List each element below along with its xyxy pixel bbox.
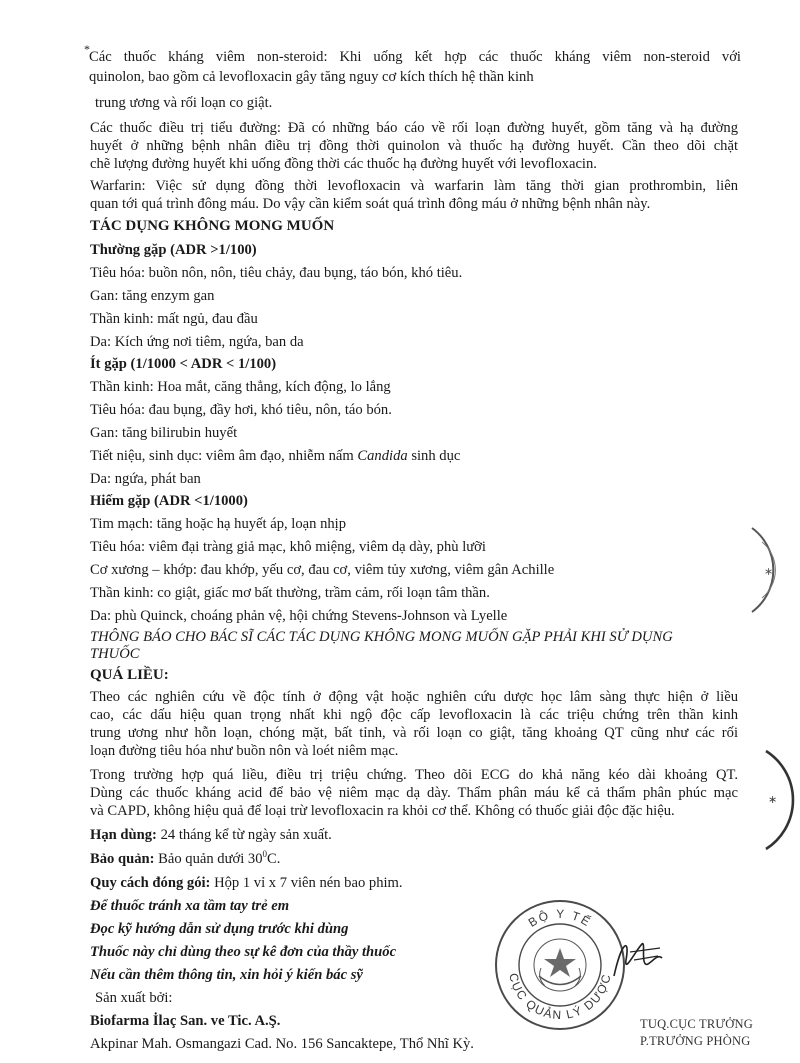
nsaid-line-1: Các thuốc kháng viêm non-steroid: Khi uống kết hợp các thuốc kháng viêm non-steroid với — [89, 49, 741, 65]
diabetes-line-3: chẽ lượng đường huyết khi uống đồng thời các thuốc hạ đường huyết với levofloxacin. — [90, 156, 597, 172]
overdose-p2-line-3: và CAPD, không hiệu quả để loại trừ levofloxacin ra khỏi cơ thể. Không có thuốc giải độc đặc hiệu. — [90, 803, 675, 819]
storage-label: Bảo quản: — [90, 851, 155, 867]
rare-heading: Hiếm gặp (ADR <1/1000) — [90, 493, 248, 509]
candida-text: Candida — [357, 448, 408, 464]
svg-text:∗: ∗ — [764, 566, 774, 578]
stamp-bottom-text: CỤC QUẢN LÝ DƯỢC — [506, 971, 614, 1023]
manufacturer-label: Sản xuất bởi: — [95, 990, 173, 1006]
adverse-effects-heading: TÁC DỤNG KHÔNG MONG MUỐN — [90, 218, 335, 234]
nsaid-line-2: quinolon, bao gồm cả levofloxacin gây tăng nguy cơ kích thích hệ thần kinh — [89, 69, 534, 85]
warfarin-line-1: Warfarin: Việc sử dụng đồng thời levofloxacin và warfarin làm tăng thời gian prothrombin, liên — [90, 178, 738, 194]
edge-seal-partial — [748, 520, 788, 620]
rare-item: Tiêu hóa: viêm đại tràng giả mạc, khô miệng, viêm dạ dày, phù lưỡi — [90, 539, 486, 555]
warning-line: Đọc kỹ hướng dẫn sử dụng trước khi dùng — [90, 921, 349, 937]
packaging-label: Quy cách đóng gói: — [90, 875, 211, 891]
shelf-life-value: 24 tháng kể từ ngày sản xuất. — [156, 827, 332, 843]
urogenital-suffix: sinh dục — [407, 448, 461, 464]
storage-unit: C. — [267, 851, 281, 867]
notice-line-1: THÔNG BÁO CHO BÁC SĨ CÁC TÁC DỤNG KHÔNG MONG MUỐN GẶP PHẢI KHI SỬ DỤNG — [90, 629, 673, 645]
uncommon-item: Gan: tăng bilirubin huyết — [90, 425, 238, 441]
storage — [90, 850, 280, 868]
shelf-life — [90, 826, 332, 844]
packaging-value: Hộp 1 vỉ x 7 viên nén bao phim. — [210, 875, 403, 891]
svg-text:∗: ∗ — [768, 794, 778, 806]
notice-line-2: THUỐC — [90, 646, 140, 662]
warfarin-line-2: quan tới quá trình đông máu. Do vậy cần kiểm soát quá trình đông máu ở những bệnh nhân này. — [90, 196, 651, 212]
common-item: Gan: tăng enzym gan — [90, 288, 215, 304]
national-emblem-icon — [534, 939, 586, 991]
uncommon-item-skin: Da: ngứa, phát ban — [90, 471, 201, 487]
manufacturer-name: Biofarma İlaç San. ve Tic. A.Ş. — [90, 1013, 281, 1029]
diabetes-line-1: Các thuốc điều trị tiểu đường: Đã có những báo cáo về rối loạn đường huyết, gồm tăng và hạ đường — [90, 120, 738, 136]
packaging — [90, 874, 403, 892]
stamp-top-text: BỘ Y TẾ — [525, 906, 595, 930]
shelf-life-label: Hạn dùng: — [90, 827, 157, 843]
uncommon-item: Tiêu hóa: đau bụng, đầy hơi, khó tiêu, nôn, táo bón. — [90, 402, 392, 418]
common-item: Thần kinh: mất ngủ, đau đầu — [90, 311, 258, 327]
warning-line: Thuốc này chỉ dùng theo sự kê đơn của thầy thuốc — [90, 944, 397, 960]
warning-line: Nếu cần thêm thông tin, xin hỏi ý kiến bác sỹ — [90, 967, 363, 983]
storage-degree: 0 — [262, 849, 268, 860]
manufacturer-address: Akpinar Mah. Osmangazi Cad. No. 156 Sancaktepe, Thổ Nhĩ Kỳ. — [90, 1036, 474, 1052]
rare-item: Thần kinh: co giật, giấc mơ bất thường, trầm cảm, rối loạn tâm thần. — [90, 585, 490, 601]
overdose-p2-line-2: Dùng các thuốc kháng acid để bảo vệ niêm mạc dạ dày. Thẩm phân máu kể cả thẩm phân phúc mạc — [90, 785, 738, 801]
edge-seal-partial — [760, 745, 800, 855]
rare-item: Da: phù Quinck, choáng phản vệ, hội chứng Stevens-Johnson và Lyelle — [90, 608, 508, 624]
rare-item: Cơ xương – khớp: đau khớp, yếu cơ, đau cơ, viêm tủy xương, viêm gân Achille — [90, 562, 555, 578]
svg-text:BỘ Y TẾ — [526, 907, 595, 930]
overdose-p1-line-2: cao, các dấu hiệu quan trọng nhất khi ngộ độc cấp levofloxacin là các triệu chứng trên thần kinh — [90, 707, 738, 723]
common-item: Da: Kích ứng nơi tiêm, ngứa, ban da — [90, 334, 304, 350]
diabetes-line-2: huyết ở những bệnh nhân điều trị đồng thời quinolon và thuốc hạ đường huyết. Cần theo dõi chặt — [90, 138, 738, 154]
storage-value: Bảo quản dưới 30 — [154, 851, 263, 867]
nsaid-line-3: trung ương và rối loạn co giật. — [95, 95, 273, 111]
overdose-p1-line-1: Theo các nghiên cứu về độc tính ở động vật hoặc nghiên cứu dược học lâm sàng thực hiện ở liều — [90, 689, 738, 705]
overdose-p2-line-1: Trong trường hợp quá liều, điều trị triệu chứng. Theo dõi ECG do khả năng kéo dài khoảng QT. — [90, 767, 738, 783]
common-heading: Thường gặp (ADR >1/100) — [90, 242, 257, 258]
asterisk-mark: * — [84, 42, 90, 56]
warning-line: Để thuốc tránh xa tầm tay trẻ em — [90, 898, 290, 914]
rare-item: Tim mạch: tăng hoặc hạ huyết áp, loạn nhịp — [90, 516, 347, 532]
urogenital-prefix: Tiết niệu, sinh dục: viêm âm đạo, nhiễm nấm — [90, 448, 358, 464]
uncommon-item-urogenital — [90, 447, 460, 465]
official-title-line-1: TUQ.CỤC TRƯỞNG — [640, 1017, 753, 1031]
overdose-heading: QUÁ LIỀU: — [90, 667, 169, 683]
common-item: Tiêu hóa: buồn nôn, nôn, tiêu chảy, đau bụng, táo bón, khó tiêu. — [90, 265, 463, 281]
uncommon-heading: Ít gặp (1/1000 < ADR < 1/100) — [90, 356, 277, 372]
official-title — [640, 1016, 753, 1050]
official-title-line-2: P.TRƯỞNG PHÒNG — [640, 1034, 751, 1048]
overdose-p1-line-3: trung ương như hỗn loạn, chóng mặt, bất tỉnh, và rối loạn co giật, tăng khoảng QT cũng như các rối — [90, 725, 738, 741]
signature-icon — [600, 930, 670, 990]
overdose-p1-line-4: loạn đường tiêu hóa như buồn nôn và loét niêm mạc. — [90, 743, 399, 759]
uncommon-item: Thần kinh: Hoa mắt, căng thẳng, kích động, lo lắng — [90, 379, 391, 395]
